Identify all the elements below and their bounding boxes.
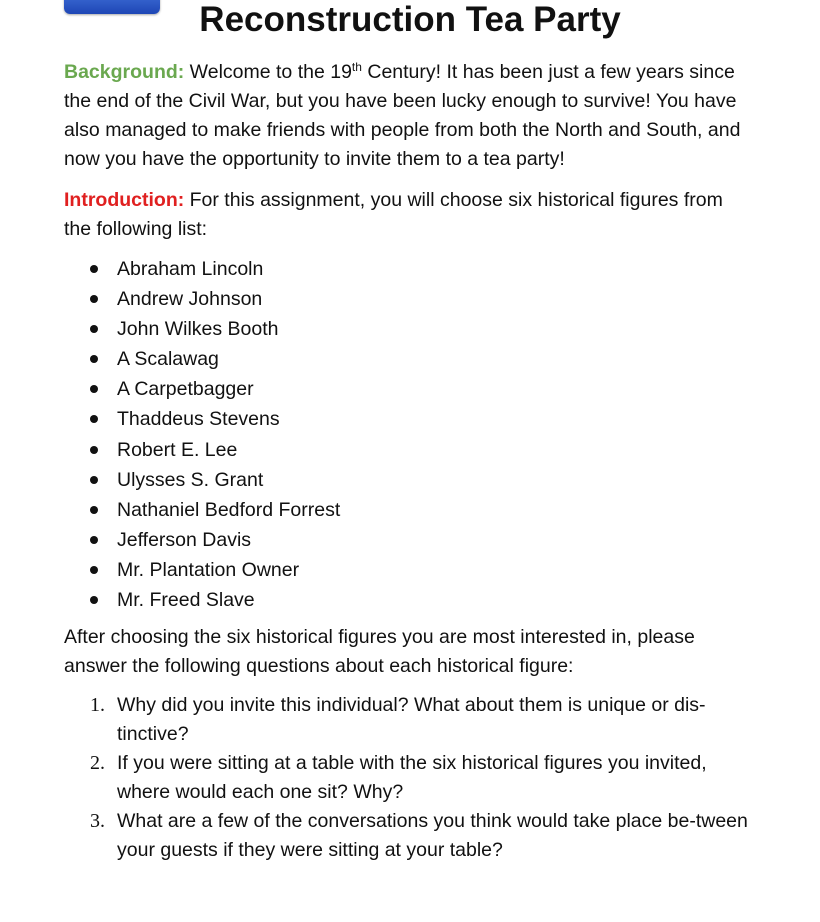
list-item bbox=[64, 435, 754, 465]
list-item bbox=[64, 314, 754, 344]
after-list-paragraph: After choosing the six historical figures you are most interested in, please answer the following questions about each historical figure: bbox=[64, 626, 695, 678]
question-item bbox=[64, 691, 754, 749]
introduction-text: For this assignment, you will choose six historical figures from the following list: bbox=[64, 189, 723, 240]
figure-name: Andrew Johnson bbox=[117, 288, 263, 311]
bullet-icon bbox=[90, 265, 98, 273]
figure-name: A Carpetbagger bbox=[117, 378, 254, 401]
bullet-icon bbox=[90, 325, 98, 333]
question-text: If you were sitting at a table with the six historical figures you invited, where would each one sit? Why? bbox=[117, 752, 707, 804]
figure-name: Ulysses S. Grant bbox=[117, 468, 264, 491]
page-title: Reconstruction Tea Party bbox=[199, 0, 621, 39]
list-item bbox=[64, 495, 754, 525]
bullet-icon bbox=[90, 596, 98, 604]
figure-name: Mr. Freed Slave bbox=[117, 589, 255, 612]
background-text-start: Welcome to the 19 bbox=[184, 61, 352, 83]
list-item bbox=[64, 555, 754, 585]
list-item bbox=[64, 465, 754, 495]
question-number: 1. bbox=[90, 694, 105, 717]
background-paragraph bbox=[64, 58, 754, 174]
figure-name: Nathaniel Bedford Forrest bbox=[117, 498, 341, 521]
figure-name: Thaddeus Stevens bbox=[117, 408, 280, 431]
background-label: Background: bbox=[64, 61, 185, 83]
bullet-icon bbox=[90, 355, 98, 363]
list-item bbox=[64, 344, 754, 374]
figure-name: John Wilkes Booth bbox=[117, 318, 279, 341]
question-item bbox=[64, 749, 754, 807]
list-item bbox=[64, 374, 754, 404]
introduction-paragraph bbox=[64, 186, 754, 244]
figure-name: Jefferson Davis bbox=[117, 528, 252, 551]
list-item bbox=[64, 585, 754, 615]
question-number: 2. bbox=[90, 752, 105, 775]
bullet-icon bbox=[90, 446, 98, 454]
list-item bbox=[64, 404, 754, 434]
list-item bbox=[64, 525, 754, 555]
list-item bbox=[64, 254, 754, 284]
figures-list bbox=[64, 254, 754, 615]
bullet-icon bbox=[90, 536, 98, 544]
introduction-label: Introduction: bbox=[64, 189, 185, 211]
bullet-icon bbox=[90, 415, 98, 423]
figure-name: Robert E. Lee bbox=[117, 438, 238, 461]
bullet-icon bbox=[90, 476, 98, 484]
question-item bbox=[64, 807, 754, 865]
background-text-end: Century! It has been just a few years since the end of the Civil War, but you have been lucky enough to survive! You have also managed to make friends with people from both the North and South, and now you have the opportunity to invite them to a tea party! bbox=[64, 61, 741, 170]
bullet-icon bbox=[90, 566, 98, 574]
bullet-icon bbox=[90, 385, 98, 393]
figure-name: Mr. Plantation Owner bbox=[117, 558, 300, 581]
question-number: 3. bbox=[90, 810, 105, 833]
questions-list bbox=[64, 691, 754, 865]
question-text: What are a few of the conversations you think would take place be-tween your guests if they were sitting at your table? bbox=[117, 810, 748, 862]
list-item bbox=[64, 284, 754, 314]
bullet-icon bbox=[90, 506, 98, 514]
question-text: Why did you invite this individual? What about them is unique or dis-tinctive? bbox=[117, 694, 706, 746]
bullet-icon bbox=[90, 295, 98, 303]
background-superscript: th bbox=[351, 60, 362, 74]
figure-name: A Scalawag bbox=[117, 348, 219, 371]
figure-name: Abraham Lincoln bbox=[117, 258, 264, 280]
document-body bbox=[64, 58, 754, 865]
